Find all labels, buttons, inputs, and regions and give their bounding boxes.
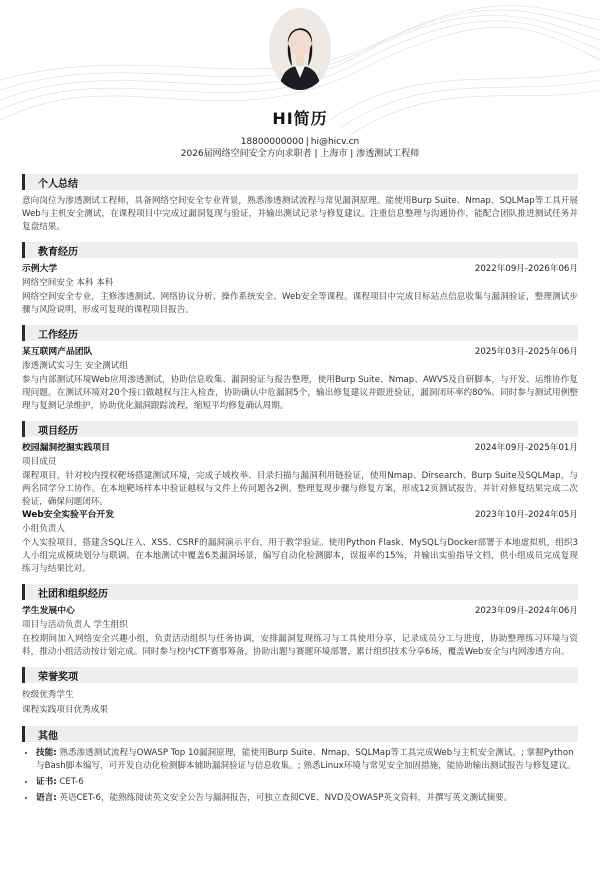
section-title-other: 其他 [22,726,578,742]
project-text: 个人实验项目，搭建含SQL注入、XSS、CSRF的漏洞演示平台，用于教学验证。使用Python Flask、MySQL与Docker部署于本地虚拟机，组织3人小组完成模块划分与联调。在本地测试中覆盖6类漏洞场景，编写自动化检测脚本，误报率约15%，并输出实验指导文档，供小组成员完成复现练习与结果比对。 [22,538,578,574]
section-club [22,584,578,659]
resume-content [22,174,578,808]
school-name: 示例大学 [22,264,58,274]
section-summary [22,174,578,234]
work-text: 参与内部测试环境Web应用渗透测试，协助信息收集、漏洞验证与报告整理，使用Burp Suite、Nmap、AWVS及自研脚本，与开发、运维协作复现问题。在测试环境对20个接口做越权与注入检查，协助确认中危漏洞5个，输出修复建议并跟进验证，漏洞闭环率约80%。同时参与测试用例整理与复测记录维护，协助优化漏洞跟踪流程，缩短平均修复确认周期。 [22,375,578,411]
work-date: 2025年03月-2025年06月 [474,347,578,357]
project-name: Web安全实验平台开发 [22,510,115,520]
education-text: 网络空间安全专业，主修渗透测试、网络协议分析、操作系统安全、Web安全等课程。课程项目中完成目标站点信息收集与漏洞验证，整理测试步骤与风险说明，形成可复现的课程项目报告。 [22,292,578,315]
club-role: 项目与活动负责人 学生组织 [22,620,128,630]
other-text: 熟悉渗透测试流程与OWASP Top 10漏洞原理，能使用Burp Suite、Nmap、SQLMap等工具完成Web与主机安全测试。; 掌握Python与Bash脚本编写，可开发自动化检测脚本辅助漏洞验证与信息收集。; 熟悉Linux环境与常见安全加固措施，能协助输出测试报告与修复建议。 [36,748,576,771]
profile-photo [269,8,331,90]
award-item: 课程实践项目优秀成果 [22,705,108,715]
other-item-certificate [36,776,578,789]
project-role: 项目成员 [22,457,57,467]
section-work [22,325,578,413]
education-major: 网络空间安全 本科 本科 [22,278,114,288]
project-name: 校园漏洞挖掘实践项目 [22,443,110,453]
section-title-club: 社团和组织经历 [22,584,578,600]
project-text: 课程项目，针对校内授权靶场搭建测试环境，完成子域枚举、目录扫描与漏洞利用链验证，使用Nmap、Dirsearch、Burp Suite及SQLMap，与两名同学分工协作。在本地靶场样本中验证越权与文件上传问题各2例，整理复现步骤与修复方案，形成12页测试报告，并针对修复结果完成二次验证，确保问题闭环。 [22,471,578,507]
other-label: 技能: [36,748,57,758]
section-title-projects: 项目经历 [22,421,578,437]
job-target-line: 2026届网络空间安全方向求职者 | 上海市 | 渗透测试工程师 [180,149,420,159]
other-list [22,747,578,805]
other-text: CET-6 [56,777,84,787]
club-org-name: 学生发展中心 [22,606,75,616]
resume-name: HI简历 [272,109,328,128]
section-title-education: 教育经历 [22,242,578,258]
work-role: 渗透测试实习生 安全测试组 [22,361,128,371]
other-label: 证书: [36,777,57,787]
section-education [22,242,578,317]
section-projects [22,421,578,576]
company-name: 某互联网产品团队 [22,347,93,357]
section-title-summary: 个人总结 [22,174,578,190]
award-item: 校级优秀学生 [22,690,74,700]
section-title-work: 工作经历 [22,325,578,341]
section-awards [22,667,578,718]
other-text: 英语CET-6，能熟练阅读英文安全公告与漏洞报告，可独立查阅CVE、NVD及OWASP英文资料，并撰写英文测试摘要。 [56,793,513,803]
project-role: 小组负责人 [22,524,65,534]
section-other [22,726,578,805]
other-item-language [36,792,578,805]
phone-number: 18800000000 [240,137,304,147]
project-date: 2023年10月-2024年05月 [474,510,578,520]
section-title-awards: 荣誉奖项 [22,667,578,683]
club-date: 2023年09月-2024年06月 [474,606,578,616]
summary-text: 意向岗位为渗透测试工程师，具备网络空间安全专业背景，熟悉渗透测试流程与常见漏洞原理。能使用Burp Suite、Nmap、SQLMap等工具开展Web与主机安全测试，在课程项目中完成过漏洞复现与验证，并输出测试记录与修复建议。注重信息整理与沟通协作，能配合团队推进测试任务并复盘结果。 [22,196,578,232]
other-label: 语言: [36,793,57,803]
project-date: 2024年09月-2025年01月 [474,443,578,453]
other-item-skills [36,747,578,773]
email-address[interactable]: hi@hicv.cn [310,137,360,147]
contact-info: 18800000000 | hi@hicv.cn 2026届网络空间安全方向求职者 | 上海市 | 渗透测试工程师 [0,136,600,160]
education-date: 2022年09月-2026年06月 [474,264,578,274]
club-text: 在校期间加入网络安全兴趣小组，负责活动组织与任务协调，安排漏洞复现练习与工具使用分享，记录成员分工与进度，协助整理练习环境与资料，推动小组活动按计划完成。同时参与校内CTF赛事筹备，协助出题与赛题环境部署，累计组织技术分享6场，覆盖Web安全与内网渗透方向。 [22,634,578,657]
